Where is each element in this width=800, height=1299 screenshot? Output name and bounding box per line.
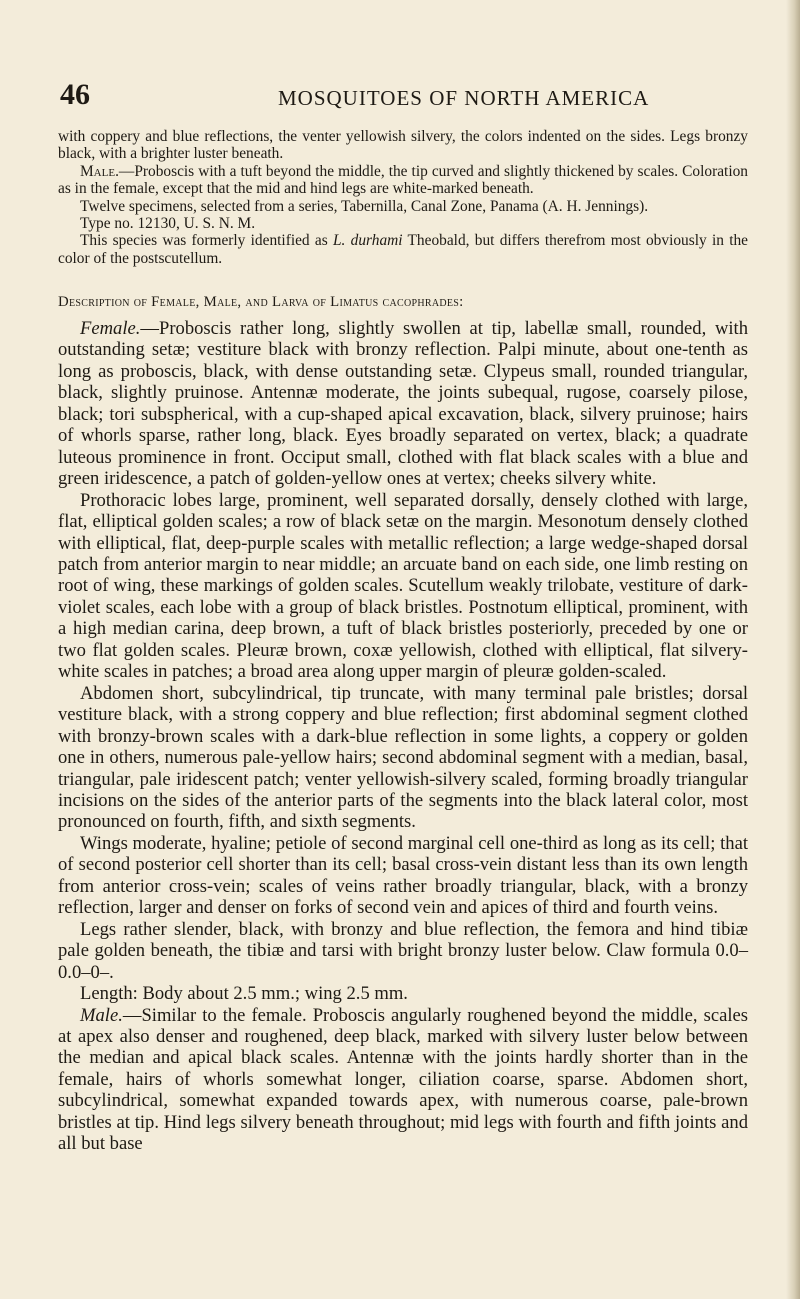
description-body	[58, 318, 748, 1155]
identification-paragraph	[58, 232, 748, 267]
species-notes	[58, 128, 748, 267]
female-head-text: —Proboscis rather long, slightly swollen at tip, labellæ small, rounded, with outstanding setæ; vestiture black with bronzy reflection. Palpi minute, about one-tenth as long as proboscis, black, with dense outstanding setæ. Clypeus small, rounded triangular, black, slightly pruinose. Antennæ moderate, the joints subequal, rugose, coarsely pilose, black; tori subspherical, with a cup-shaped apical excavation, black, silvery pruinose; hairs of whorls sparse, rather long, black. Eyes broadly separated on vertex, black; a quadrate luteous prominence in front. Occiput small, clothed with flat black scales with a blue and green iridescence, a patch of golden-yellow ones at vertex; cheeks silvery white.	[58, 318, 748, 490]
male-note-paragraph	[58, 163, 748, 198]
page-edge	[786, 0, 800, 1299]
male-note-text: —Proboscis with a tuft beyond the middle, the tip curved and slightly thickened by scales. Coloration as in the female, except that the mid and hind legs are white-marked beneath.	[58, 162, 748, 198]
identification-text-a: This species was formerly identified as	[80, 232, 333, 250]
species-name: L. durhami	[332, 232, 403, 250]
running-title: MOSQUITOES OF NORTH AMERICA	[278, 86, 650, 110]
section-heading: Description of Female, Male, and Larva of Limatus cacophrades:	[58, 294, 464, 310]
male-note-label: Male.	[80, 162, 119, 180]
female-abdomen-paragraph: Abdomen short, subcylindrical, tip truncate, with many terminal pale bristles; dorsal vestiture black, with a strong coppery and blue reflection; first abdominal segment clothed with bronzy-brown scales with a dark-blue reflection in some lights, a coppery or golden one in others, numerous pale-yellow hairs; second abdominal segment with a median, basal, triangular, pale iridescent patch; venter yellowish-silvery scaled, forming broadly triangular incisions on the sides of the anterior parts of the segments into the black lateral color, most pronounced on fourth, fifth, and sixth segments.	[58, 682, 748, 833]
female-wings-paragraph: Wings moderate, hyaline; petiole of second marginal cell one-third as long as its cell; that of second posterior cell shorter than its cell; basal cross-vein distant less than its own length from anterior cross-vein; scales of veins rather broadly triangular, black, with a bronzy reflection, larger and denser on forks of second vein and apices of third and fourth veins.	[58, 832, 748, 919]
male-paragraph	[58, 1005, 748, 1155]
male-text: —Similar to the female. Proboscis angularly roughened beyond the middle, scales at apex also denser and roughened, deep black, marked with silvery luster below between the median and apical black scales. Antennæ with the joints hardly shorter than in the female, hairs of whorls somewhat longer, ciliation coarse, sparse. Abdomen short, subcylindrical, somewhat expanded towards apex, with numerous coarse, pale-brown bristles at tip. Hind legs silvery beneath throughout; mid legs with fourth and fifth joints and all but base	[58, 1004, 748, 1155]
female-head-paragraph	[58, 318, 748, 490]
venter-paragraph: with coppery and blue reflections, the venter yellowish silvery, the colors indented on the sides. Legs bronzy black, with a brighter luster beneath.	[58, 128, 748, 163]
female-thorax-paragraph: Prothoracic lobes large, prominent, well separated dorsally, densely clothed with large, flat, elliptical golden scales; a row of black setæ on the margin. Mesonotum densely clothed with elliptical, flat, deep-purple scales with metallic reflection; a large wedge-shaped dorsal patch from anterior margin to near middle; an arcuate band on each side, one limb resting on root of wing, these markings of golden scales. Scutellum weakly trilobate, vestiture of dark-violet scales, each lobe with a group of black bristles. Postnotum elliptical, prominent, with a high median carina, deep brown, a tuft of black bristles posteriorly, preceded by one or two flat golden scales. Pleuræ brown, coxæ yellowish, clothed with elliptical, flat silvery-white scales in patches; a broad area along upper margin of pleuræ golden-scaled.	[58, 489, 748, 683]
specimens-paragraph: Twelve specimens, selected from a series, Tabernilla, Canal Zone, Panama (A. H. Jennings).	[80, 197, 649, 215]
female-label: Female.	[80, 318, 141, 339]
female-legs-paragraph: Legs rather slender, black, with bronzy and blue reflection, the femora and hind tibiæ pale golden beneath, the tibiæ and tarsi with bright bronzy luster below. Claw formula 0.0–0.0–0–.	[58, 918, 748, 983]
page-header	[0, 78, 800, 118]
female-length-paragraph: Length: Body about 2.5 mm.; wing 2.5 mm.	[80, 983, 408, 1005]
page-number: 46	[60, 78, 90, 111]
type-number-paragraph: Type no. 12130, U. S. N. M.	[80, 215, 256, 233]
identification-text-b: Theobald, but differs therefrom most obviously in the color of the postscutellum.	[58, 232, 749, 267]
male-label: Male.	[80, 1004, 123, 1026]
